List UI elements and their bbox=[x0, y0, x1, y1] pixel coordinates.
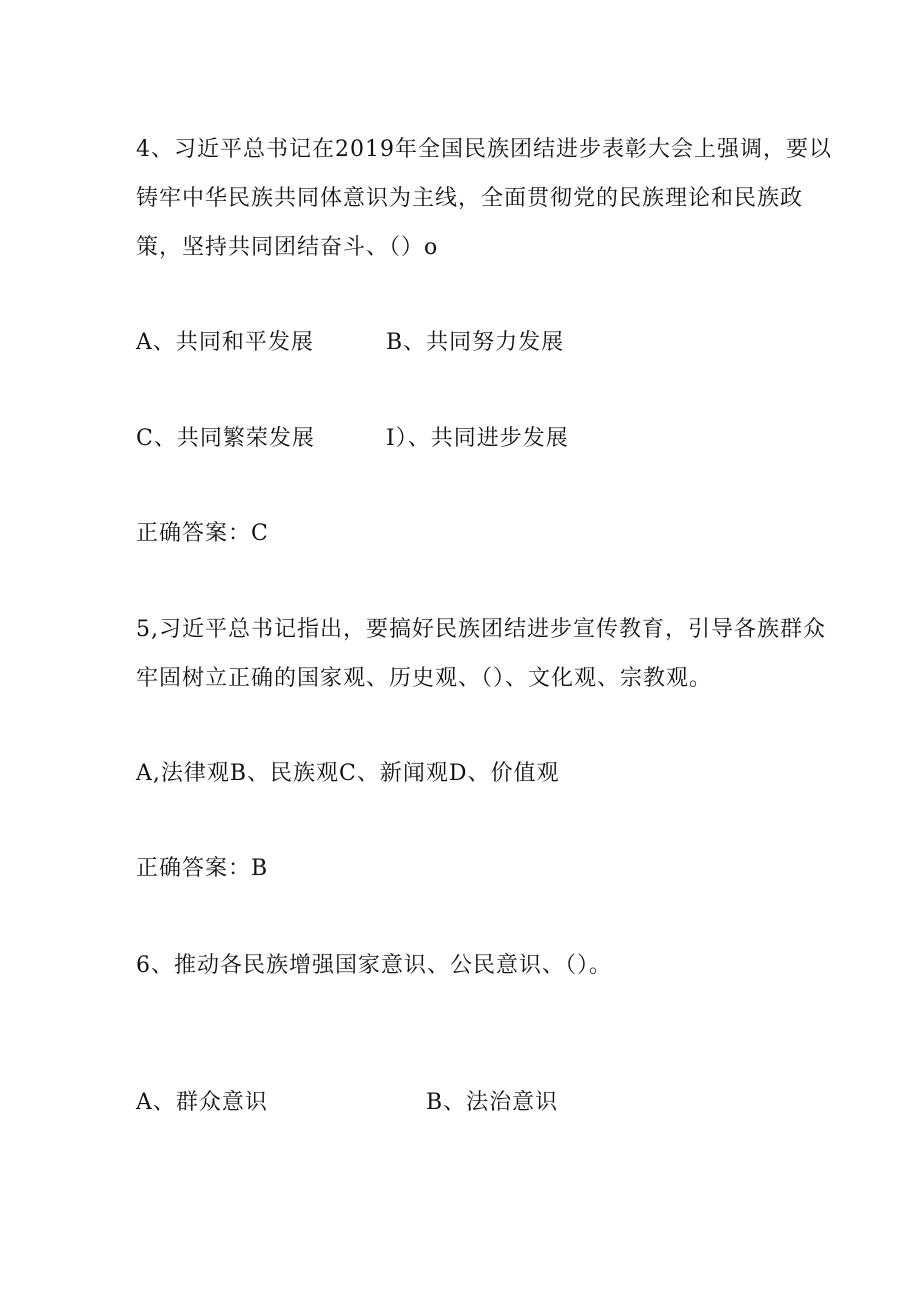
q4-text-line-2: 铸牢中华民族共同体意识为主线，全面贯彻党的民族理论和民族政 bbox=[136, 186, 804, 211]
q6-text-line-1: 6、推动各民族增强国家意识、公民意识、（）。 bbox=[136, 953, 612, 978]
q4-option-b: B、共同努力发展 bbox=[386, 330, 565, 355]
q5-text-line-2: 牢固树立正确的国家观、历史观、（）、文化观、宗教观。 bbox=[136, 666, 713, 691]
q5-options: A,法律观B、民族观C、新闻观D、价值观 bbox=[136, 761, 560, 786]
q5-text-line-1: 5,习近平总书记指出，要搞好民族团结进步宣传教育，引导各族群众 bbox=[136, 617, 826, 642]
q4-text-line-3: 策，坚持共同团结奋斗、（）o bbox=[136, 235, 439, 260]
q4-option-a: A、共同和平发展 bbox=[136, 330, 314, 355]
q6-option-b: B、法治意识 bbox=[426, 1090, 559, 1115]
q6-option-a: A、群众意识 bbox=[136, 1090, 268, 1115]
q4-answer: 正确答案：C bbox=[136, 521, 269, 546]
q4-option-c: C、共同繁荣发展 bbox=[136, 426, 315, 451]
q4-text-line-1: 4、习近平总书记在2019年全国民族团结进步表彰大会上强调，要以 bbox=[136, 137, 832, 162]
q4-option-d: I）、共同进步发展 bbox=[386, 426, 569, 451]
q5-answer: 正确答案：B bbox=[136, 856, 269, 881]
